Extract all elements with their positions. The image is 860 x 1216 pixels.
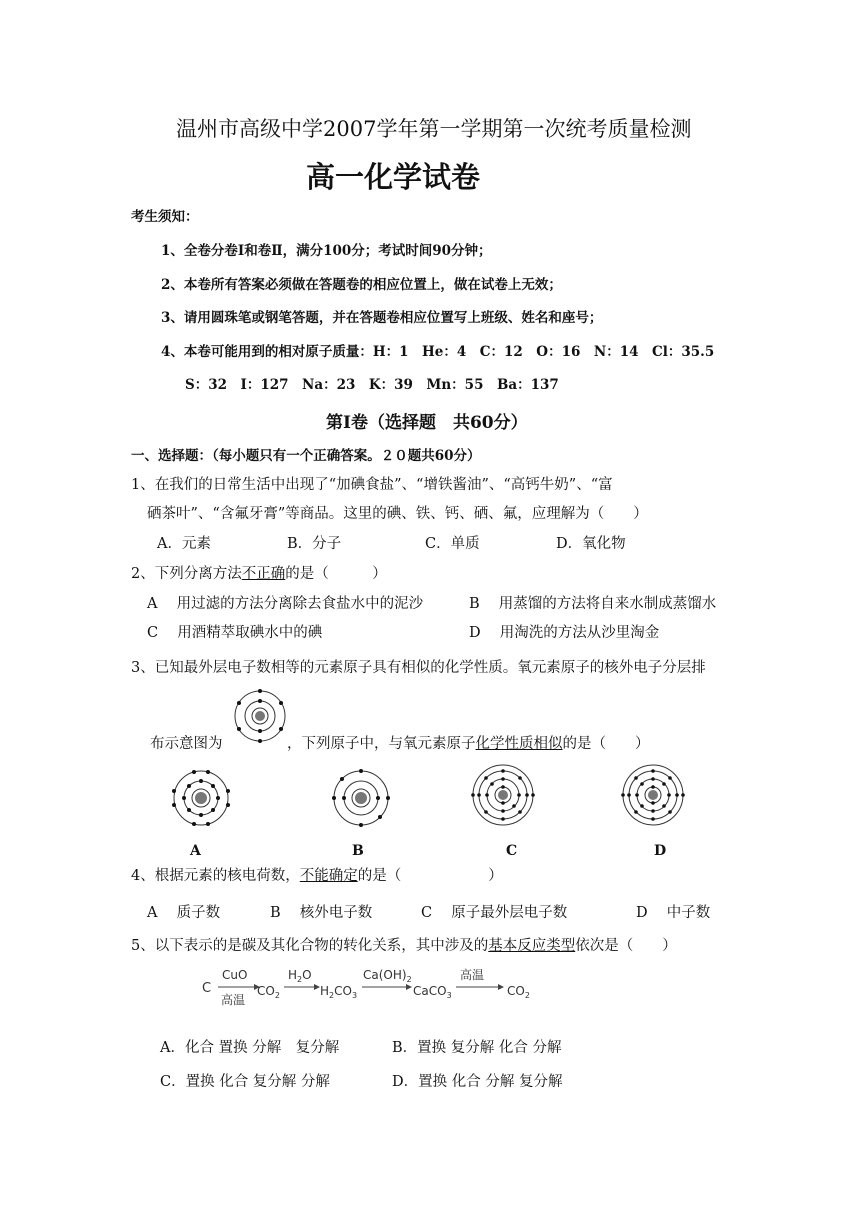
q4-option-d: D 中子数: [636, 905, 711, 921]
q1-option-d: D．氧化物: [556, 536, 626, 552]
rxn-step3-top: $Ca(OH)_2$: [363, 968, 412, 984]
q1-option-b: B．分子: [287, 536, 342, 552]
q2-option-a: A 用过滤的方法分离除去食盐水中的泥沙: [147, 596, 424, 612]
school-title: 温州市高级中学2007学年第一学期第一次统考质量检测: [176, 117, 692, 141]
q1-option-c: C．单质: [425, 536, 480, 552]
q3-line2-mid: ，下列原子中，与氧元素原子: [287, 736, 476, 752]
atom-diagram-b: [332, 769, 390, 827]
q3-line2-under: 化学性质相似: [475, 736, 563, 752]
q2-option-c: C 用酒精萃取碘水中的碘: [147, 625, 323, 641]
q2-stem: [131, 562, 387, 583]
q4-option-a: A 质子数: [147, 905, 221, 921]
notice-item-2: 2、本卷所有答案必须做在答题卷的相应位置上，做在试卷上无效；: [161, 277, 562, 293]
q5-option-d: D．置换 化合 分解 复分解: [392, 1074, 563, 1090]
q2-stem-under: 不正确: [241, 566, 286, 582]
q4-option-c: C 原子最外层电子数: [421, 905, 568, 921]
q5-option-c: C．置换 化合 复分解 分解: [160, 1074, 330, 1090]
notice-item-3: 3、请用圆珠笔或钢笔答题，并在答题卷相应位置写上班级、姓名和座号；: [161, 310, 603, 326]
q4-stem-pre: 4、根据元素的核电荷数，: [131, 868, 300, 884]
q4-stem-under: 不能确定: [299, 868, 358, 884]
q5-stem-pre: 5、以下表示的是碳及其化合物的转化关系，其中涉及的: [131, 938, 489, 954]
q1-option-a: A．元素: [157, 536, 211, 552]
rxn-p3: CaCO$_3$: [413, 984, 452, 1000]
q5-option-b: B．置换 复分解 化合 分解: [392, 1040, 562, 1056]
rxn-p4: $CO_2$: [507, 984, 530, 1000]
rxn-arrowhead-4: [498, 984, 504, 990]
q3-label-a: A: [190, 843, 201, 859]
notice-item-1: 1、全卷分卷Ⅰ和卷Ⅱ，满分100分；考试时间90分钟；: [161, 243, 492, 259]
q3-label-c: C: [506, 843, 518, 859]
notice-item-4: 4、本卷可能用到的相对原子质量：H：1 He：4 C：12 O：16 N：14 Cl：35.5: [161, 344, 715, 360]
rxn-step4-top: 高温: [460, 968, 485, 982]
q4-stem-post: 的是（ ）: [357, 868, 503, 884]
rxn-p2: $H_2CO_3$: [320, 984, 358, 1000]
notice-heading: 考生须知：: [131, 209, 199, 225]
oxygen-atom-diagram: [232, 688, 288, 744]
q3-line2-post: 的是（ ）: [562, 736, 650, 752]
q3-label-b: B: [352, 843, 364, 859]
q3-line2-pre: 布示意图为: [150, 736, 223, 752]
rxn-step2-top: $H_2O$: [288, 968, 312, 984]
notice-masses-line2: S：32 I：127 Na：23 K：39 Mn：55 Ba：137: [185, 377, 559, 393]
reaction-scheme: [200, 962, 545, 1012]
atom-diagram-c: [472, 764, 534, 826]
section-title: 第Ⅰ卷（选择题 共60分）: [326, 413, 528, 433]
rxn-arrowhead-3: [406, 984, 412, 990]
exam-title: 高一化学试卷: [306, 160, 481, 194]
q2-option-d: D 用淘洗的方法从沙里淘金: [469, 625, 660, 641]
q2-stem-pre: 2、下列分离方法: [131, 566, 242, 582]
q3-label-d: D: [654, 843, 667, 859]
q2-stem-post: 的是（ ）: [285, 566, 387, 582]
atom-diagram-a: [172, 769, 230, 827]
rxn-start: C: [202, 981, 212, 996]
q2-option-b: B 用蒸馏的方法将自来水制成蒸馏水: [469, 596, 717, 612]
q5-stem: [131, 934, 677, 955]
part-heading: 一、选择题：（每小题只有一个正确答案。２０题共60分）: [131, 448, 481, 464]
rxn-step1-top: CuO: [222, 968, 248, 982]
atom-diagram-d: [622, 764, 684, 826]
q4-stem: [131, 864, 503, 885]
rxn-step1-bottom: 高温: [221, 993, 246, 1007]
q5-stem-under: 基本反应类型: [488, 938, 576, 954]
q5-option-a: A．化合 置换 分解 复分解: [160, 1040, 340, 1056]
q1-line2: 硒茶叶”、“含氟牙膏”等商品。这里的碘、铁、钙、硒、氟，应理解为（ ）: [147, 506, 648, 522]
rxn-p1: $CO_2$: [257, 984, 280, 1000]
q3-line2-rest: [287, 732, 650, 753]
q1-line1: 1、在我们的日常生活中出现了“加碘食盐”、“增铁酱油”、“高钙牛奶”、“富: [131, 477, 613, 493]
q5-stem-post: 依次是（ ）: [575, 938, 677, 954]
q4-option-b: B 核外电子数: [270, 905, 373, 921]
q3-line1: 3、已知最外层电子数相等的元素原子具有相似的化学性质。氧元素原子的核外电子分层排: [131, 660, 706, 676]
